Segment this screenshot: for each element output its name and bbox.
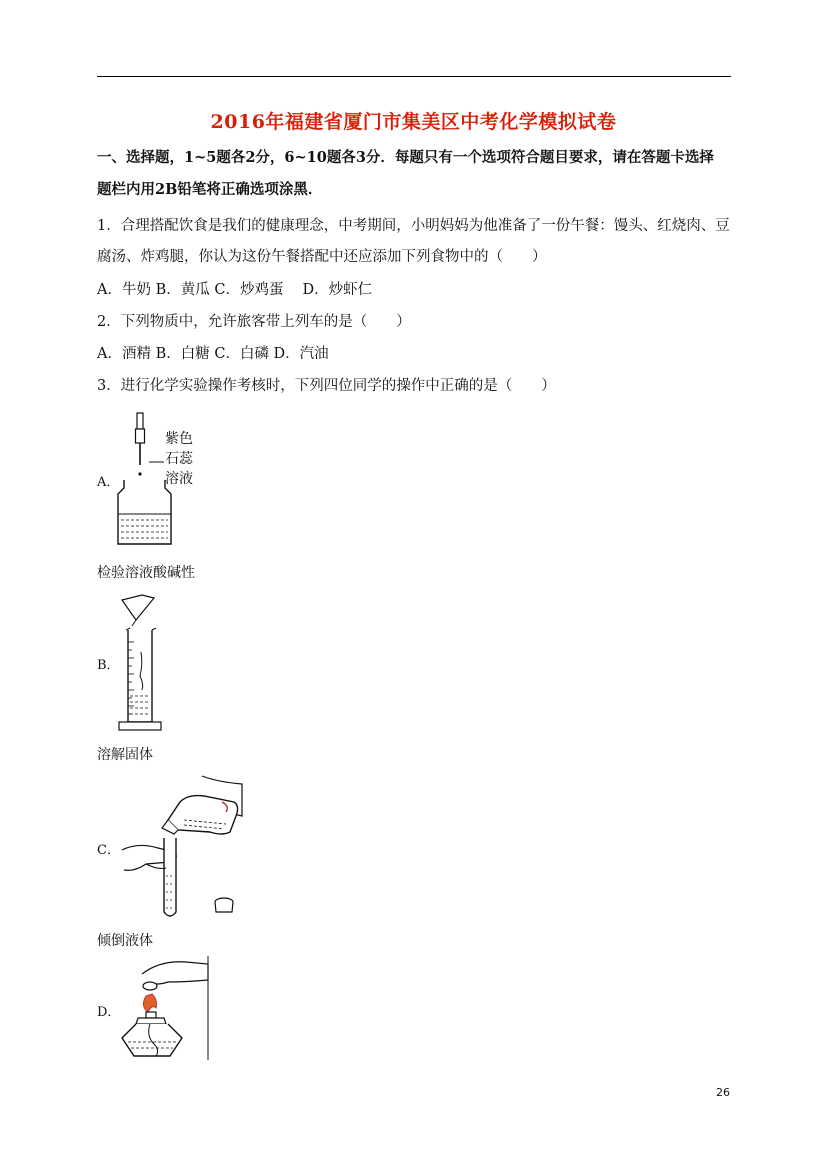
section-heading-line2: 题栏内用2B铅笔将正确选项涂黑． xyxy=(97,181,323,198)
q3-option-b-letter: B． xyxy=(97,658,120,673)
q2-stem: 2．下列物质中，允许旅客带上列车的是（ ） xyxy=(97,314,411,330)
header-rule xyxy=(97,76,731,77)
section-heading-line1: 一、选择题，1~5题各2分，6~10题各3分．每题只有一个选项符合题目要求，请在答题卡选择 xyxy=(97,149,714,166)
q1-stem-line2: 腐汤、炸鸡腿，你认为这份午餐搭配中还应添加下列食物中的（ ） xyxy=(97,249,547,265)
q3-option-a-letter: A． xyxy=(97,475,120,490)
graduated-cylinder-figure xyxy=(116,592,176,734)
q1-options: A．牛奶 B．黄瓜 C．炒鸡蛋 D．炒虾仁 xyxy=(97,282,373,298)
q3-option-a-caption: 检验溶液酸碱性 xyxy=(97,565,195,581)
alcohol-lamp-figure xyxy=(116,952,212,1064)
pouring-liquid-figure xyxy=(118,772,246,922)
section-heading xyxy=(97,142,737,206)
q3-stem: 3．进行化学实验操作考核时，下列四位同学的操作中正确的是（ ） xyxy=(97,378,556,394)
q3-option-c-caption: 倾倒液体 xyxy=(97,933,153,949)
page-number: 26 xyxy=(716,1086,730,1099)
fig-label-litmus: 石蕊 xyxy=(165,451,193,467)
page-title: 2016年福建省厦门市集美区中考化学模拟试卷 xyxy=(210,111,617,133)
dropper-litmus-figure xyxy=(116,410,206,545)
q3-option-d-letter: D． xyxy=(97,1005,121,1020)
fig-label-solution: 溶液 xyxy=(165,471,193,487)
q3-option-b-caption: 溶解固体 xyxy=(97,747,153,763)
q3-option-c-letter: C． xyxy=(97,843,120,858)
q1-stem-line1: 1．合理搭配饮食是我们的健康理念，中考期间，小明妈妈为他准备了一份午餐：馒头、红烧肉、豆 xyxy=(97,218,730,234)
q2-options: A．酒精 B．白糖 C．白磷 D．汽油 xyxy=(97,346,329,362)
fig-label-purple: 紫色 xyxy=(165,431,193,447)
